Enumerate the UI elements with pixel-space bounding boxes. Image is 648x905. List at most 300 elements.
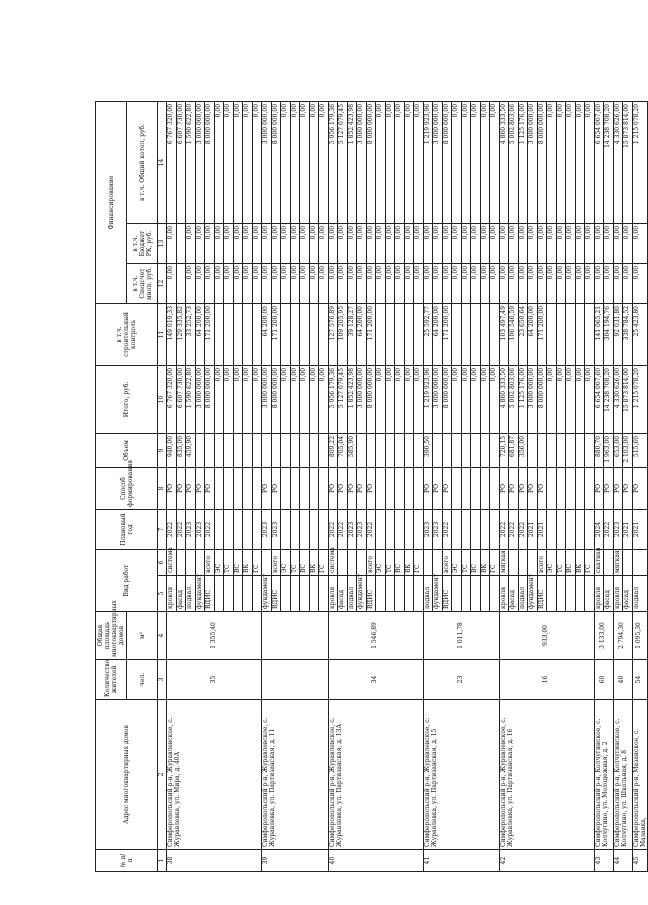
work-type-cell: ВДИС [442, 576, 452, 612]
volume-cell: 681,87 [509, 433, 519, 467]
area-cell: 1 546,89 [328, 612, 423, 660]
total-cell: 0,00 [556, 365, 566, 433]
control-cell [575, 303, 585, 365]
fund-cell: 0,00 [186, 263, 196, 303]
total-cell: 0,00 [480, 365, 490, 433]
fund-cell: 0,00 [537, 263, 547, 303]
control-cell: 64 200,00 [433, 303, 443, 365]
volume-cell: 653,00 [613, 433, 623, 467]
volume-cell [442, 433, 452, 467]
fund-cell: 0,00 [414, 263, 424, 303]
work-type-cell: кровля [167, 576, 177, 612]
common-cell: 3 000 000,00 [195, 101, 205, 223]
control-cell: 25 592,77 [423, 303, 433, 365]
common-cell: 1 852 423,98 [347, 101, 357, 223]
work-type-cell [319, 576, 329, 612]
year-cell: 2022 [509, 509, 519, 549]
control-cell [376, 303, 386, 365]
total-cell: 8 000 000,00 [366, 365, 376, 433]
work-subtype-cell: ТС [385, 549, 395, 575]
year-cell: 2022 [328, 509, 338, 549]
total-cell: 5 956 179,36 [328, 365, 338, 433]
work-subtype-cell: мягкая [499, 549, 509, 575]
budget-cell: 0,00 [547, 223, 557, 263]
budget-cell: 0,00 [271, 223, 281, 263]
work-type-cell: фундамент [262, 576, 272, 612]
total-cell: 3 000 000,00 [262, 365, 272, 433]
fund-cell: 0,00 [423, 263, 433, 303]
total-cell: 0,00 [471, 365, 481, 433]
work-subtype-cell: ВС [566, 549, 576, 575]
method-cell [281, 467, 291, 509]
volume-cell [262, 433, 272, 467]
common-cell: 8 000 000,00 [205, 101, 215, 223]
fund-cell: 0,00 [271, 263, 281, 303]
year-cell: 2023 [423, 509, 433, 549]
volume-cell [480, 433, 490, 467]
index-cell: 4 [158, 612, 167, 660]
volume-cell [290, 433, 300, 467]
common-cell: 3 000 000,00 [528, 101, 538, 223]
year-cell [252, 509, 262, 549]
header-year: Плановый год [96, 509, 158, 549]
work-type-cell: кровля [594, 576, 604, 612]
volume-cell [281, 433, 291, 467]
fund-cell: 0,00 [575, 263, 585, 303]
header-fund: в т.ч. Спецсчет мноп. руб. [127, 263, 158, 303]
fund-cell: 0,00 [347, 263, 357, 303]
address-cell: Симферопольский р-н, Журавлевское, с. Журавлевка, ул. Партизанская, д. 16 [499, 700, 594, 850]
volume-cell [585, 433, 595, 467]
index-cell: 12 [158, 263, 167, 303]
control-cell [319, 303, 329, 365]
work-subtype-cell [338, 549, 348, 575]
budget-cell: 0,00 [338, 223, 348, 263]
budget-cell: 0,00 [195, 223, 205, 263]
work-type-cell [224, 576, 234, 612]
fund-cell: 0,00 [309, 263, 319, 303]
fund-cell: 0,00 [499, 263, 509, 303]
common-cell: 0,00 [300, 101, 310, 223]
budget-cell: 0,00 [243, 223, 253, 263]
common-cell: 3 000 000,00 [433, 101, 443, 223]
control-cell [243, 303, 253, 365]
total-cell: 0,00 [395, 365, 405, 433]
index-cell: 8 [158, 467, 167, 509]
method-cell [300, 467, 310, 509]
year-cell: 2024 [594, 509, 604, 549]
common-cell: 8 000 000,00 [366, 101, 376, 223]
work-type-cell: подвал [518, 576, 528, 612]
area-cell: 3 133,00 [594, 612, 613, 660]
control-cell: 171 200,00 [205, 303, 215, 365]
year-cell: 2021 [632, 509, 647, 549]
fund-cell: 0,00 [490, 263, 500, 303]
budget-cell: 0,00 [233, 223, 243, 263]
work-subtype-cell: всего [537, 549, 547, 575]
method-cell: РО [186, 467, 196, 509]
control-cell: 338 784,52 [623, 303, 633, 365]
volume-cell: 809,22 [328, 433, 338, 467]
method-cell: РО [271, 467, 281, 509]
table-row [423, 101, 433, 871]
work-subtype-cell: ГС [414, 549, 424, 575]
total-cell: 0,00 [414, 365, 424, 433]
work-type-cell: фасад [176, 576, 186, 612]
control-cell: 127 576,89 [328, 303, 338, 365]
year-cell [585, 509, 595, 549]
index-cell: 6 [158, 549, 167, 575]
budget-cell: 0,00 [499, 223, 509, 263]
control-cell: 103 497,49 [499, 303, 509, 365]
budget-cell: 0,00 [433, 223, 443, 263]
work-subtype-cell: ЭС [547, 549, 557, 575]
budget-cell: 0,00 [575, 223, 585, 263]
volume-cell [433, 433, 443, 467]
volume-cell: 1 963,00 [604, 433, 614, 467]
work-subtype-cell: ВС [471, 549, 481, 575]
year-cell: 2021 [528, 509, 538, 549]
index-cell: 2 [158, 700, 167, 850]
control-cell [461, 303, 471, 365]
year-cell: 2023 [433, 509, 443, 549]
method-cell: РО [632, 467, 647, 509]
control-cell [404, 303, 414, 365]
method-cell [395, 467, 405, 509]
volume-cell [376, 433, 386, 467]
common-cell: 0,00 [385, 101, 395, 223]
fund-cell: 0,00 [433, 263, 443, 303]
work-type-cell: кровля [499, 576, 509, 612]
work-type-cell: фасад [509, 576, 519, 612]
work-subtype-cell: ЭС [452, 549, 462, 575]
work-type-cell [471, 576, 481, 612]
year-cell [480, 509, 490, 549]
total-cell: 8 000 000,00 [205, 365, 215, 433]
common-cell: 6 654 007,60 [594, 101, 604, 223]
control-cell: 109 205,95 [338, 303, 348, 365]
work-type-cell: фундамент [357, 576, 367, 612]
fund-cell: 0,00 [319, 263, 329, 303]
residents-cell: 40 [613, 660, 632, 700]
control-cell [233, 303, 243, 365]
common-cell: 0,00 [252, 101, 262, 223]
control-cell [290, 303, 300, 365]
table-row [594, 101, 604, 871]
work-subtype-cell [176, 549, 186, 575]
volume-cell [452, 433, 462, 467]
budget-cell [176, 223, 186, 263]
work-subtype-cell [623, 549, 633, 575]
work-subtype-cell [632, 549, 647, 575]
budget-cell: 0,00 [214, 223, 224, 263]
volume-cell [357, 433, 367, 467]
table-row [262, 101, 272, 871]
volume-cell: 390,50 [423, 433, 433, 467]
residents-cell: 23 [423, 660, 499, 700]
total-cell: 0,00 [252, 365, 262, 433]
control-cell [566, 303, 576, 365]
total-cell: 0,00 [281, 365, 291, 433]
volume-cell [395, 433, 405, 467]
fund-cell: 0,00 [243, 263, 253, 303]
work-subtype-cell [528, 549, 538, 575]
header-control: в т.ч. строительный контроль [96, 303, 158, 365]
volume-cell: 585,90 [347, 433, 357, 467]
work-subtype-cell: система [328, 549, 338, 575]
work-subtype-cell: скатная [594, 549, 604, 575]
fund-cell: 0,00 [366, 263, 376, 303]
header-volume: Объем [96, 433, 158, 467]
budget-cell: 0,00 [414, 223, 424, 263]
work-subtype-cell [347, 549, 357, 575]
work-subtype-cell [195, 549, 205, 575]
volume-cell: 356,00 [518, 433, 528, 467]
method-cell: РО [594, 467, 604, 509]
control-cell [585, 303, 595, 365]
control-cell [471, 303, 481, 365]
total-cell: 4 860 333,50 [499, 365, 509, 433]
total-cell: 0,00 [452, 365, 462, 433]
year-cell [290, 509, 300, 549]
budget-cell: 0,00 [404, 223, 414, 263]
total-cell: 0,00 [385, 365, 395, 433]
work-subtype-cell [262, 549, 272, 575]
work-subtype-cell: ГС [585, 549, 595, 575]
work-subtype-cell [186, 549, 196, 575]
method-cell [214, 467, 224, 509]
total-cell: 0,00 [490, 365, 500, 433]
budget-cell: 0,00 [290, 223, 300, 263]
work-type-cell [252, 576, 262, 612]
budget-cell: 0,00 [490, 223, 500, 263]
control-cell [490, 303, 500, 365]
header-budget: в т.ч. Бюджет РК, руб. [127, 223, 158, 263]
method-cell [414, 467, 424, 509]
fund-cell: 0,00 [338, 263, 348, 303]
work-subtype-cell [604, 549, 614, 575]
total-cell: 8 000 000,00 [271, 365, 281, 433]
fund-cell: 0,00 [442, 263, 452, 303]
fund-cell: 0,00 [585, 263, 595, 303]
header-total: Итого, руб. [96, 365, 158, 433]
common-cell: 4 860 333,50 [499, 101, 509, 223]
control-cell: 171 200,00 [366, 303, 376, 365]
year-cell [575, 509, 585, 549]
work-subtype-cell: ГС [319, 549, 329, 575]
year-cell [556, 509, 566, 549]
common-cell: 0,00 [566, 101, 576, 223]
year-cell [309, 509, 319, 549]
work-subtype-cell: ТС [290, 549, 300, 575]
fund-cell: 0,00 [471, 263, 481, 303]
control-cell: 171 200,00 [537, 303, 547, 365]
fund-cell: 0,00 [528, 263, 538, 303]
control-cell: 92 031,80 [613, 303, 623, 365]
residents-cell: 35 [167, 660, 262, 700]
control-cell: 149 019,33 [167, 303, 177, 365]
year-cell [461, 509, 471, 549]
method-cell [490, 467, 500, 509]
area-cell: 1 095,30 [632, 612, 647, 660]
control-cell: 64 200,00 [195, 303, 205, 365]
fund-cell: 0,00 [376, 263, 386, 303]
common-cell: 0,00 [547, 101, 557, 223]
fund-cell: 0,00 [547, 263, 557, 303]
common-cell: 0,00 [461, 101, 471, 223]
volume-cell [224, 433, 234, 467]
common-cell: 5 002 803,06 [509, 101, 519, 223]
volume-cell [319, 433, 329, 467]
address-cell: Симферопольский р-н, Колчугинское, с. Колчугино, ул. Школьная, д. 8 [613, 700, 632, 850]
header-financing: Финансирование [96, 101, 127, 303]
control-cell [480, 303, 490, 365]
year-cell: 2021 [623, 509, 633, 549]
common-cell: 6 607 730,00 [176, 101, 186, 223]
rotated-table-container [95, 102, 647, 872]
year-cell: 2022 [518, 509, 528, 549]
total-cell: 1 852 423,98 [347, 365, 357, 433]
budget-cell: 0,00 [347, 223, 357, 263]
budget-cell: 0,00 [224, 223, 234, 263]
method-cell: РО [347, 467, 357, 509]
control-cell: 23 650,64 [518, 303, 528, 365]
work-type-cell [556, 576, 566, 612]
header-area: Общая площадь многоквартирных домов [96, 612, 127, 660]
method-cell: РО [442, 467, 452, 509]
control-cell: 33 252,73 [186, 303, 196, 365]
total-cell: 0,00 [233, 365, 243, 433]
total-cell: 0,00 [214, 365, 224, 433]
control-cell [385, 303, 395, 365]
volume-cell [414, 433, 424, 467]
fund-cell: 0,00 [385, 263, 395, 303]
budget-cell: 0,00 [442, 223, 452, 263]
volume-cell: 705,04 [338, 433, 348, 467]
index-cell: 14 [158, 101, 167, 223]
common-cell: 3 000 000,00 [357, 101, 367, 223]
budget-cell: 0,00 [566, 223, 576, 263]
table-body [167, 101, 648, 871]
year-cell [224, 509, 234, 549]
volume-cell [575, 433, 585, 467]
control-cell [395, 303, 405, 365]
work-type-cell: фасад [623, 576, 633, 612]
work-subtype-cell: всего [366, 549, 376, 575]
area-cell: 2 794,30 [613, 612, 632, 660]
fund-cell: 0,00 [357, 263, 367, 303]
total-cell: 0,00 [566, 365, 576, 433]
common-cell: 0,00 [319, 101, 329, 223]
method-cell: РО [433, 467, 443, 509]
year-cell [490, 509, 500, 549]
method-cell [376, 467, 386, 509]
volume-cell: 720,15 [499, 433, 509, 467]
control-cell: 25 423,80 [632, 303, 647, 365]
budget-cell: 0,00 [423, 223, 433, 263]
method-cell: РО [357, 467, 367, 509]
common-cell: 1 219 923,96 [423, 101, 433, 223]
budget-cell: 0,00 [309, 223, 319, 263]
work-type-cell [281, 576, 291, 612]
volume-cell [243, 433, 253, 467]
control-cell [547, 303, 557, 365]
work-subtype-cell: ВС [300, 549, 310, 575]
fund-cell: 0,00 [167, 263, 177, 303]
row-number-cell: 45 [632, 850, 647, 872]
table-row [167, 101, 177, 871]
work-type-cell [290, 576, 300, 612]
year-cell [414, 509, 424, 549]
volume-cell [461, 433, 471, 467]
work-type-cell: фасад [604, 576, 614, 612]
index-cell: 5 [158, 576, 167, 612]
fund-cell: 0,00 [195, 263, 205, 303]
volume-cell [404, 433, 414, 467]
area-cell [262, 612, 329, 660]
work-type-cell: подвал [423, 576, 433, 612]
method-cell [252, 467, 262, 509]
work-subtype-cell: ВК [404, 549, 414, 575]
budget-cell: 0,00 [186, 223, 196, 263]
year-cell: 2022 [167, 509, 177, 549]
total-cell: 3 000 000,00 [528, 365, 538, 433]
control-cell: 106 546,59 [509, 303, 519, 365]
work-type-cell [490, 576, 500, 612]
year-cell [376, 509, 386, 549]
control-cell: 171 200,00 [271, 303, 281, 365]
header-method: Способ формирования [96, 467, 158, 509]
volume-cell: 940,00 [167, 433, 177, 467]
method-cell [319, 467, 329, 509]
method-cell [224, 467, 234, 509]
work-subtype-cell: ВС [395, 549, 405, 575]
work-subtype-cell: ВК [309, 549, 319, 575]
method-cell: РО [366, 467, 376, 509]
control-cell [252, 303, 262, 365]
common-cell: 0,00 [471, 101, 481, 223]
common-cell: 0,00 [585, 101, 595, 223]
year-cell [566, 509, 576, 549]
common-cell: 0,00 [233, 101, 243, 223]
total-cell: 6 767 320,00 [167, 365, 177, 433]
work-type-cell: кровля [328, 576, 338, 612]
work-subtype-cell: всего [205, 549, 215, 575]
volume-cell: 515,60 [632, 433, 647, 467]
common-cell: 0,00 [376, 101, 386, 223]
budget-cell: 0,00 [480, 223, 490, 263]
budget-cell: 0,00 [366, 223, 376, 263]
total-cell: 0,00 [300, 365, 310, 433]
work-subtype-cell: ТС [556, 549, 566, 575]
table-row [613, 101, 623, 871]
control-cell: 64 200,00 [262, 303, 272, 365]
residents-cell [262, 660, 329, 700]
year-cell [281, 509, 291, 549]
control-cell [214, 303, 224, 365]
work-type-cell [480, 576, 490, 612]
total-cell: 0,00 [461, 365, 471, 433]
work-subtype-cell: мягкая [613, 549, 623, 575]
header-unit-people: чел. [127, 660, 158, 700]
work-subtype-cell: ГС [252, 549, 262, 575]
volume-cell [214, 433, 224, 467]
year-cell [547, 509, 557, 549]
work-type-cell [585, 576, 595, 612]
address-cell: Симферопольский р-н, Журавлевское, с. Журавлевка, ул. Партизанская, д. 11 [262, 700, 329, 850]
method-cell [243, 467, 253, 509]
budget-cell: 0,00 [262, 223, 272, 263]
